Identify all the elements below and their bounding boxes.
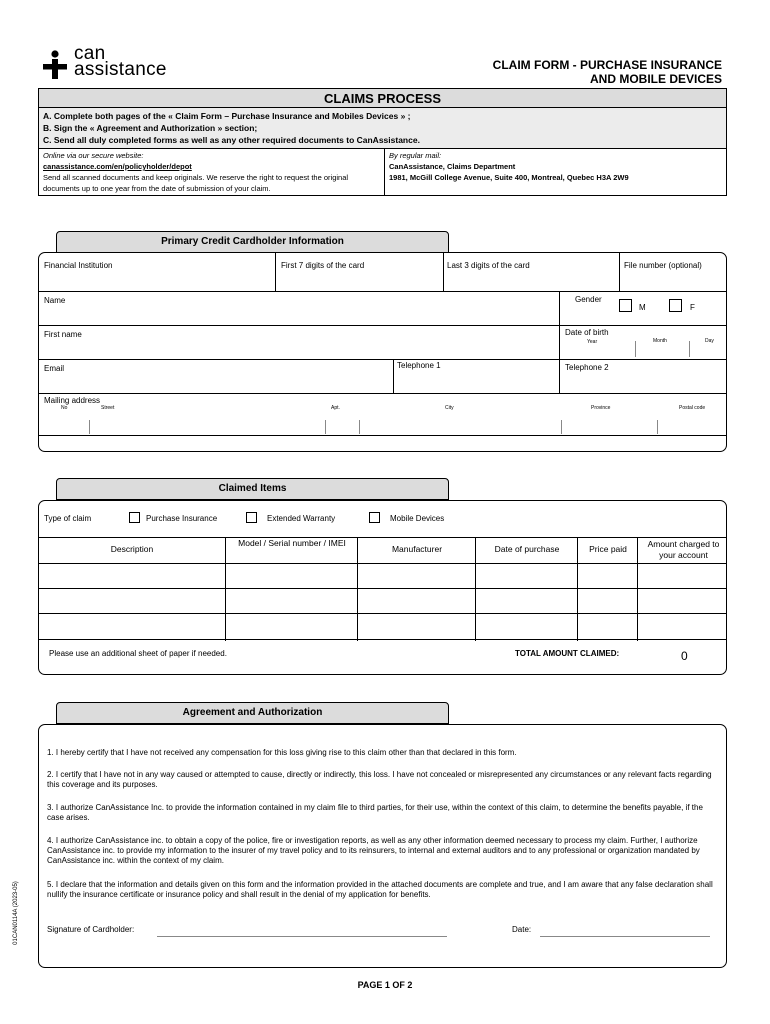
total-amount-label: TOTAL AMOUNT CLAIMED: — [515, 649, 620, 658]
step-a: A. Complete both pages of the « Claim Form – Purchase Insurance and Mobiles Devices » ; — [43, 111, 411, 121]
total-amount-value[interactable]: 0 — [681, 649, 688, 663]
step-b: B. Sign the « Agreement and Authorization » section; — [43, 123, 258, 133]
claims-process-steps — [39, 108, 726, 149]
claims-process-section — [38, 88, 727, 196]
logo-wordmark: can assistance — [74, 43, 167, 80]
agreement-tab: Agreement and Authorization — [56, 702, 449, 724]
agreement-item-2: 2. I certify that I have not in any way caused or attempted to cause, directly or indirectly, this loss. I have not concealed or misrepresented any circumstances or any relevant facts regarding this coverage and its purposes. — [47, 770, 712, 789]
form-code: 01CAN0114A (2023-05) — [13, 881, 19, 945]
agreement-item-1: 1. I hereby certify that I have not received any compensation for this loss giving rise to this claim other than that declared in this form. — [47, 748, 517, 757]
signature-label: Signature of Cardholder: — [47, 925, 135, 934]
date-label: Date: — [512, 925, 532, 934]
step-c: C. Send all duly completed forms as well as any other required documents to CanAssistance. — [43, 135, 420, 145]
claims-process-heading: CLAIMS PROCESS — [39, 89, 726, 108]
canassistance-logo — [40, 43, 190, 84]
form-title: CLAIM FORM - PURCHASE INSURANCE AND MOBILE DEVICES — [492, 58, 722, 86]
signature-field[interactable] — [157, 936, 447, 937]
date-field[interactable] — [540, 936, 710, 937]
depot-link[interactable]: canassistance.com/en/policyholder/depot — [43, 162, 192, 171]
plus-person-icon — [40, 50, 70, 80]
claimed-items-section: Type of claim Purchase Insurance Extended Warranty Mobile Devices Description Model / Serial number / IMEI Manufacturer Date of purchase Price paid Amount charged to your account Please use an additional sheet of paper if needed. TOTAL AMOUNT CLAIMED: 0 — [38, 500, 727, 675]
agreement-item-3: 3. I authorize CanAssistance Inc. to provide the information contained in my claim file to third parties, for their use, within the context of this claim, to determine the benefits payable, if the case arises. — [47, 803, 703, 822]
gender-f-checkbox[interactable] — [669, 299, 682, 312]
online-submission: Online via our secure website: canassistance.com/en/policyholder/depot Send all scanned documents and keep originals. We reserve the right to request the original documents up to one year from the date of submission of your claim. — [39, 149, 385, 195]
mobile-devices-checkbox[interactable] — [369, 512, 380, 523]
purchase-insurance-checkbox[interactable] — [129, 512, 140, 523]
agreement-item-5: 5. I declare that the information and details given on this form and the information provided in the attached documents are complete and true, and I am aware that any false declaration shall nullify the insurance certificate or insurance policy and shall result in the denial of my application for benefits. — [47, 880, 713, 899]
agreement-item-4: 4. I authorize CanAssistance inc. to obtain a copy of the police, fire or investigation reports, as well as any other information deemed necessary to process my claim. Further, I authorize CanAssistance inc. to provide my information to the insurer of my travel policy and to its reinsurers, to internal and external auditors and to any professional or organization mandated by CanAssistance inc. within the context of my claim. — [47, 836, 700, 865]
gender-m-checkbox[interactable] — [619, 299, 632, 312]
claimed-items-tab: Claimed Items — [56, 478, 449, 500]
cardholder-tab: Primary Credit Cardholder Information — [56, 231, 449, 253]
extended-warranty-checkbox[interactable] — [246, 512, 257, 523]
additional-sheet-note: Please use an additional sheet of paper if needed. — [49, 649, 227, 658]
page-number: PAGE 1 OF 2 — [357, 980, 413, 990]
cardholder-section: Financial Institution First 7 digits of the card Last 3 digits of the card File number (optional) Name Gender M F First name Date of birth Year Month Day Email Telephone 1 Telephone 2 Mailing address No Street Apt. City Province Postal code — [38, 252, 727, 452]
mail-submission: By regular mail: CanAssistance, Claims Department 1981, McGill College Avenue, Suite 400, Montreal, Quebec H3A 2W9 — [389, 151, 629, 182]
